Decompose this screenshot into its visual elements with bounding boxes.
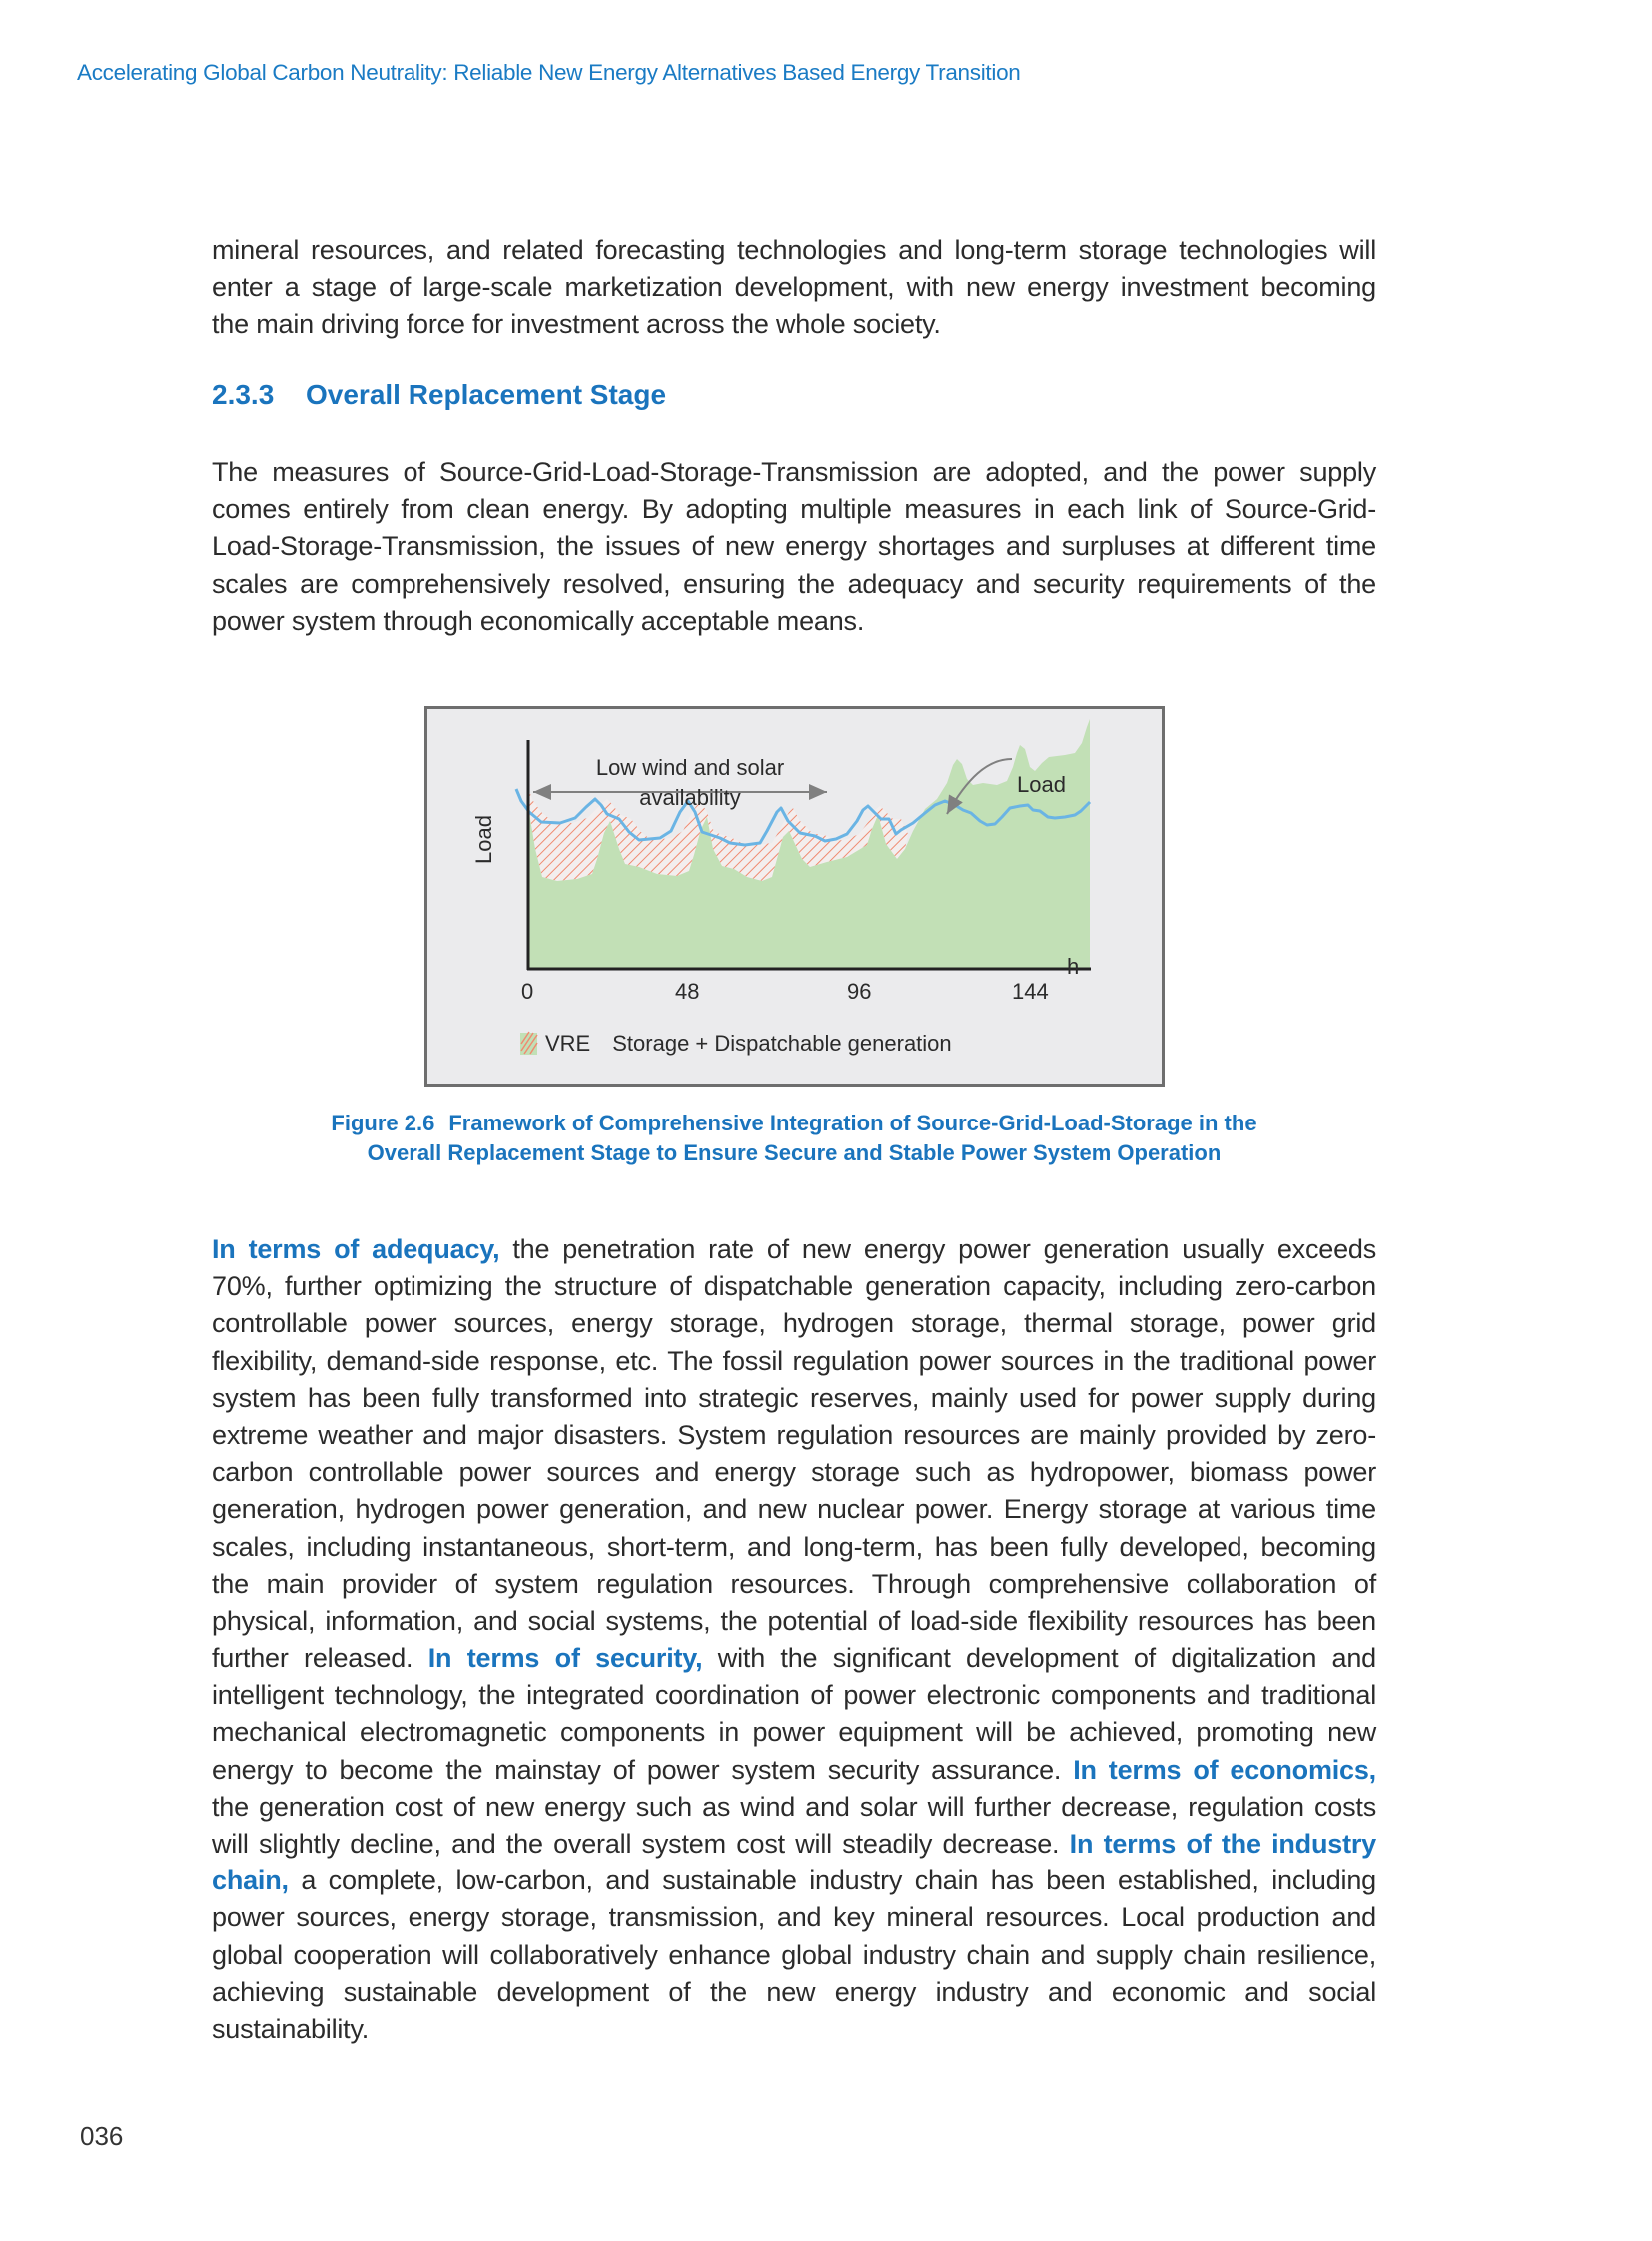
text-run: the generation cost of new energy such as wind and solar will further decrease, regulation costs	[212, 1791, 1376, 1822]
text-line	[212, 2011, 1376, 2048]
text-line: enter a stage of large-scale marketization development, with new energy investment becoming	[212, 272, 1376, 303]
text-run: sustainability.	[212, 2013, 370, 2044]
chart-legend	[520, 1031, 952, 1057]
text-run: with the significant development of digitalization and	[702, 1643, 1376, 1674]
text-line	[212, 1937, 1376, 1974]
highlight-phrase: In terms of the industry	[1069, 1829, 1376, 1859]
text-run: the main provider of system regulation resources. Through comprehensive collaboration of	[212, 1568, 1376, 1599]
running-head: Accelerating Global Carbon Neutrality: Reliable New Energy Alternatives Based Energy Transition	[77, 60, 1021, 85]
text-line	[212, 1417, 1376, 1454]
text-run: controllable power sources, energy storage, hydrogen storage, thermal storage, power grid	[212, 1308, 1376, 1339]
text-run: system has been fully transformed into strategic reserves, mainly used for power supply during	[212, 1382, 1376, 1413]
text-line	[212, 1899, 1376, 1936]
text-line	[212, 1454, 1376, 1491]
text-run: power sources, energy storage, transmission, and key mineral resources. Local production and	[212, 1902, 1376, 1933]
text-run: extreme weather and major disasters. System regulation resources are mainly provided by zero-	[212, 1419, 1376, 1450]
span-annotation	[555, 753, 825, 813]
text-line	[212, 1826, 1376, 1863]
text-line	[212, 1529, 1376, 1566]
intro-paragraph	[212, 232, 1376, 344]
text-line: the main driving force for investment across the whole society.	[212, 309, 941, 340]
text-line	[212, 1268, 1376, 1305]
section-heading	[212, 379, 666, 411]
load-annotation: Load	[1017, 772, 1066, 797]
caption-line-1	[212, 1109, 1376, 1138]
highlight-phrase: chain,	[212, 1866, 289, 1896]
x-tick-0: 0	[521, 979, 534, 1004]
y-axis-label: Load	[471, 815, 496, 864]
text-run: carbon controllable power sources and energy storage such as hydropower, biomass power	[212, 1457, 1376, 1488]
text-line: mineral resources, and related forecasting technologies and long-term storage technologies will	[212, 235, 1376, 265]
caption-text-1: Framework of Comprehensive Integration of Source-Grid-Load-Storage in the	[448, 1111, 1257, 1135]
x-tick-144: 144	[1012, 979, 1049, 1004]
x-tick-48: 48	[675, 979, 700, 1004]
text-run: achieving sustainable development of the new energy industry and economic and social	[212, 1976, 1376, 2007]
text-run: energy to become the mainstay of power system security assurance.	[212, 1754, 1074, 1785]
section-number: 2.3.3	[212, 379, 275, 410]
text-run: physical, information, and social systems, the potential of load-side flexibility resources has been	[212, 1605, 1376, 1636]
section-title: Overall Replacement Stage	[306, 379, 667, 410]
text-run: scales, including instantaneous, short-term, and long-term, has been fully developed, becoming	[212, 1531, 1376, 1562]
text-line	[212, 1231, 1376, 1268]
text-line	[212, 1380, 1376, 1417]
span-annotation-line2: availability	[639, 785, 741, 810]
text-line	[212, 1789, 1376, 1826]
text-line: The measures of Source-Grid-Load-Storage-Transmission are adopted, and the power supply	[212, 457, 1376, 487]
span-annotation-line1: Low wind and solar	[595, 755, 785, 780]
text-line	[212, 1491, 1376, 1528]
text-line	[212, 1752, 1376, 1789]
text-line	[212, 1714, 1376, 1751]
caption-line-2: Overall Replacement Stage to Ensure Secure and Stable Power System Operation	[367, 1140, 1222, 1165]
text-run: flexibility, demand-side response, etc. The fossil regulation power sources in the traditional power	[212, 1345, 1376, 1376]
text-line: scales are comprehensively resolved, ensuring the adequacy and security requirements of the	[212, 568, 1376, 599]
text-line	[212, 1343, 1376, 1380]
text-line	[212, 1863, 1376, 1899]
text-run: intelligent technology, the integrated coordination of power electronic components and traditional	[212, 1680, 1376, 1711]
text-line	[212, 1677, 1376, 1714]
legend-hatch-icon	[520, 1031, 538, 1055]
text-line	[212, 1974, 1376, 2011]
highlight-phrase: In terms of adequacy,	[212, 1234, 500, 1264]
text-line	[212, 1566, 1376, 1603]
text-run: generation, hydrogen power generation, and new nuclear power. Energy storage at various time	[212, 1494, 1376, 1525]
text-run: global cooperation will collaboratively enhance global industry chain and supply chain resilience,	[212, 1939, 1376, 1970]
text-run: will slightly decline, and the overall system cost will steadily decrease.	[212, 1829, 1070, 1859]
highlight-phrase: In terms of security,	[427, 1643, 703, 1674]
legend-vre-label: VRE	[545, 1031, 591, 1056]
figure-caption	[212, 1109, 1376, 1168]
section-paragraph	[212, 454, 1376, 640]
text-run: a complete, low-carbon, and sustainable industry chain has been established, including	[288, 1866, 1376, 1896]
text-run: further released.	[212, 1643, 428, 1674]
figure-number: Figure 2.6	[331, 1111, 435, 1135]
text-run: mechanical electromagnetic components in power equipment will be achieved, promoting new	[212, 1717, 1376, 1748]
text-line	[212, 1603, 1376, 1640]
text-run: the penetration rate of new energy power generation usually exceeds	[499, 1234, 1376, 1264]
text-line	[212, 1305, 1376, 1342]
x-tick-96: 96	[847, 979, 872, 1004]
text-run: 70%, further optimizing the structure of dispatchable generation capacity, including zero-carbon	[212, 1271, 1376, 1302]
text-line	[212, 1640, 1376, 1677]
text-line: comes entirely from clean energy. By adopting multiple measures in each link of Source-Grid-	[212, 494, 1376, 525]
main-paragraph	[212, 1231, 1376, 2048]
text-line: power system through economically acceptable means.	[212, 605, 865, 636]
highlight-phrase: In terms of economics,	[1073, 1754, 1376, 1785]
text-line: Load-Storage-Transmission, the issues of new energy shortages and surpluses at different time	[212, 531, 1376, 562]
figure-chart	[424, 706, 1165, 1087]
legend-storage-label: Storage + Dispatchable generation	[612, 1031, 952, 1056]
page-number: 036	[80, 2121, 124, 2151]
x-unit-label: h	[1067, 954, 1080, 979]
